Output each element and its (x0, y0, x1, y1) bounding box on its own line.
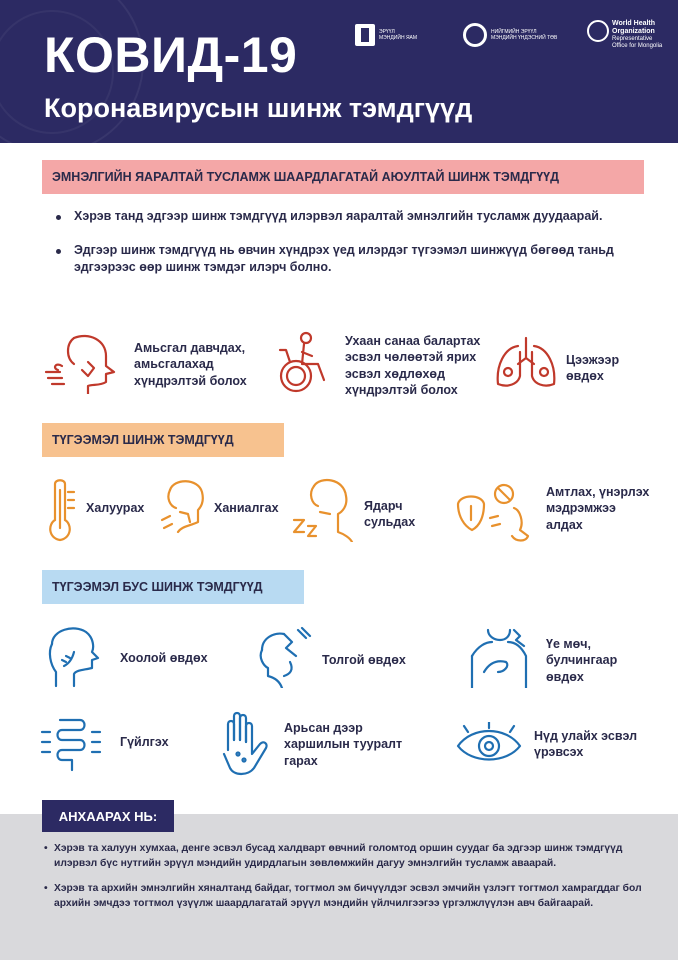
cough-icon (160, 476, 216, 540)
emblem-icon (355, 24, 375, 46)
item-label-cough: Ханиалгах (214, 501, 279, 515)
item-label-muscle-pain: Үе мөч, булчингаар өвдөх (546, 637, 618, 684)
who-logo-subtitle: Representative Office for Mongolia (612, 36, 663, 49)
item-label-headache: Толгой өвдөх (322, 653, 406, 667)
logo-bar (355, 20, 665, 60)
page-subtitle: Коронавирусын шинж тэмдгүүд (44, 93, 473, 123)
who-logo-title: World Health Organization (612, 20, 656, 36)
fatigue-icon (290, 476, 360, 542)
muscle-pain-icon (468, 626, 530, 688)
item-label-confusion: Ухаан санаа балартах эсвэл чөлөөтэй ярих эсвэл хөдлөхөд хүндрэлтэй болох (345, 334, 481, 397)
item-label-sore-throat: Хоолой өвдөх (120, 651, 208, 665)
item-label-breathing: Амьсгал давчдах, амьсгалахад хүндрэлтэй болох (134, 341, 247, 388)
emergency-bullets (56, 208, 656, 293)
headache-icon (252, 626, 312, 688)
item-label-fever: Халуурах (86, 501, 145, 515)
bullet-item: Эдгээр шинж тэмдгүүд нь өвчин хүндрэх үед илэрдэг түгээмэл шинжүүд бөгөөд таньд эдгээрээс өөр шинж тэмдэг илэрч болно. (56, 242, 656, 277)
uncommon-heading: ТҮГЭЭМЭЛ БУС ШИНЖ ТЭМДГҮҮД (42, 570, 304, 604)
breathing-difficulty-icon (44, 332, 124, 394)
item-label-skin-rash: Арьсан дээр харшилын тууралт гарах (284, 721, 403, 768)
item-label-fatigue: Ядарч сульдах (364, 499, 416, 530)
caution-notes (44, 842, 650, 922)
eye-icon (454, 722, 524, 766)
item-label-eye: Нүд улайх эсвэл үрэвсэх (534, 729, 638, 760)
who-logo (587, 20, 667, 54)
page-title: КОВИД-19 (44, 27, 298, 83)
bullet-item: Хэрэв танд эдгээр шинж тэмдгүүд илэрвэл яаралтай эмнэлгийн тусламж дуудаарай. (56, 208, 656, 226)
emergency-heading: ЭМНЭЛГИЙН ЯАРАЛТАЙ ТУСЛАМЖ ШААРДЛАГАТАЙ АЮУЛТАЙ ШИНЖ ТЭМДГҮҮД (42, 160, 644, 194)
item-label-taste-smell: Амтлах, үнэрлэх мэдрэмжээ алдах (546, 485, 650, 532)
ministry-logo-text: ЭРҮҮЛ МЭНДИЙН ЯАМ (379, 29, 418, 41)
sore-throat-icon (44, 624, 104, 688)
taste-smell-loss-icon (454, 482, 542, 544)
ministry-logo (355, 20, 425, 50)
who-globe-icon (587, 20, 609, 42)
common-heading: ТҮГЭЭМЭЛ ШИНЖ ТЭМДГҮҮД (42, 423, 284, 457)
intestine-icon (40, 716, 102, 772)
hand-rash-icon (214, 710, 270, 778)
caution-heading: АНХААРАХ НЬ: (42, 800, 174, 832)
item-label-chest-pain: Цээжээр өвдөх (566, 353, 620, 384)
header (0, 0, 678, 143)
thermometer-icon (44, 478, 78, 544)
who-logo-text (612, 20, 667, 50)
caution-note: • Хэрэв та архийн эмнэлгийн хяналтанд байдаг, тогтмол эм бичүүлдэг эсвэл эмчийн үзлэгт тогтмол хамрагддаг бол архийн эмчдээ тогтмол үзүүлж шаардлагатай эрүүл мэндийн үйлчилгээгээ үргэлжлүүлэн авч байгаарай. (44, 882, 650, 912)
caution-note: • Хэрэв та халуун хумхаа, денге эсвэл бусад халдварт өвчний голомтод оршин суудаг ба эдгээр шинж тэмдгүүд илэрвэл бүс нутгийн эрүүл мэндийн удирдлагын зөвлөмжийн дагуу эмнэлгийн тусламж аваарай. (44, 842, 650, 872)
item-label-diarrhea: Гүйлгэх (120, 735, 169, 749)
public-health-emblem-icon (463, 23, 487, 47)
public-health-center-logo (463, 22, 563, 48)
public-health-center-logo-text: НИЙГМИЙН ЭРҮҮЛ МЭНДИЙН ҮНДЭСНИЙ ТӨВ (491, 29, 558, 41)
lungs-icon (494, 336, 558, 392)
wheelchair-icon (272, 330, 338, 396)
